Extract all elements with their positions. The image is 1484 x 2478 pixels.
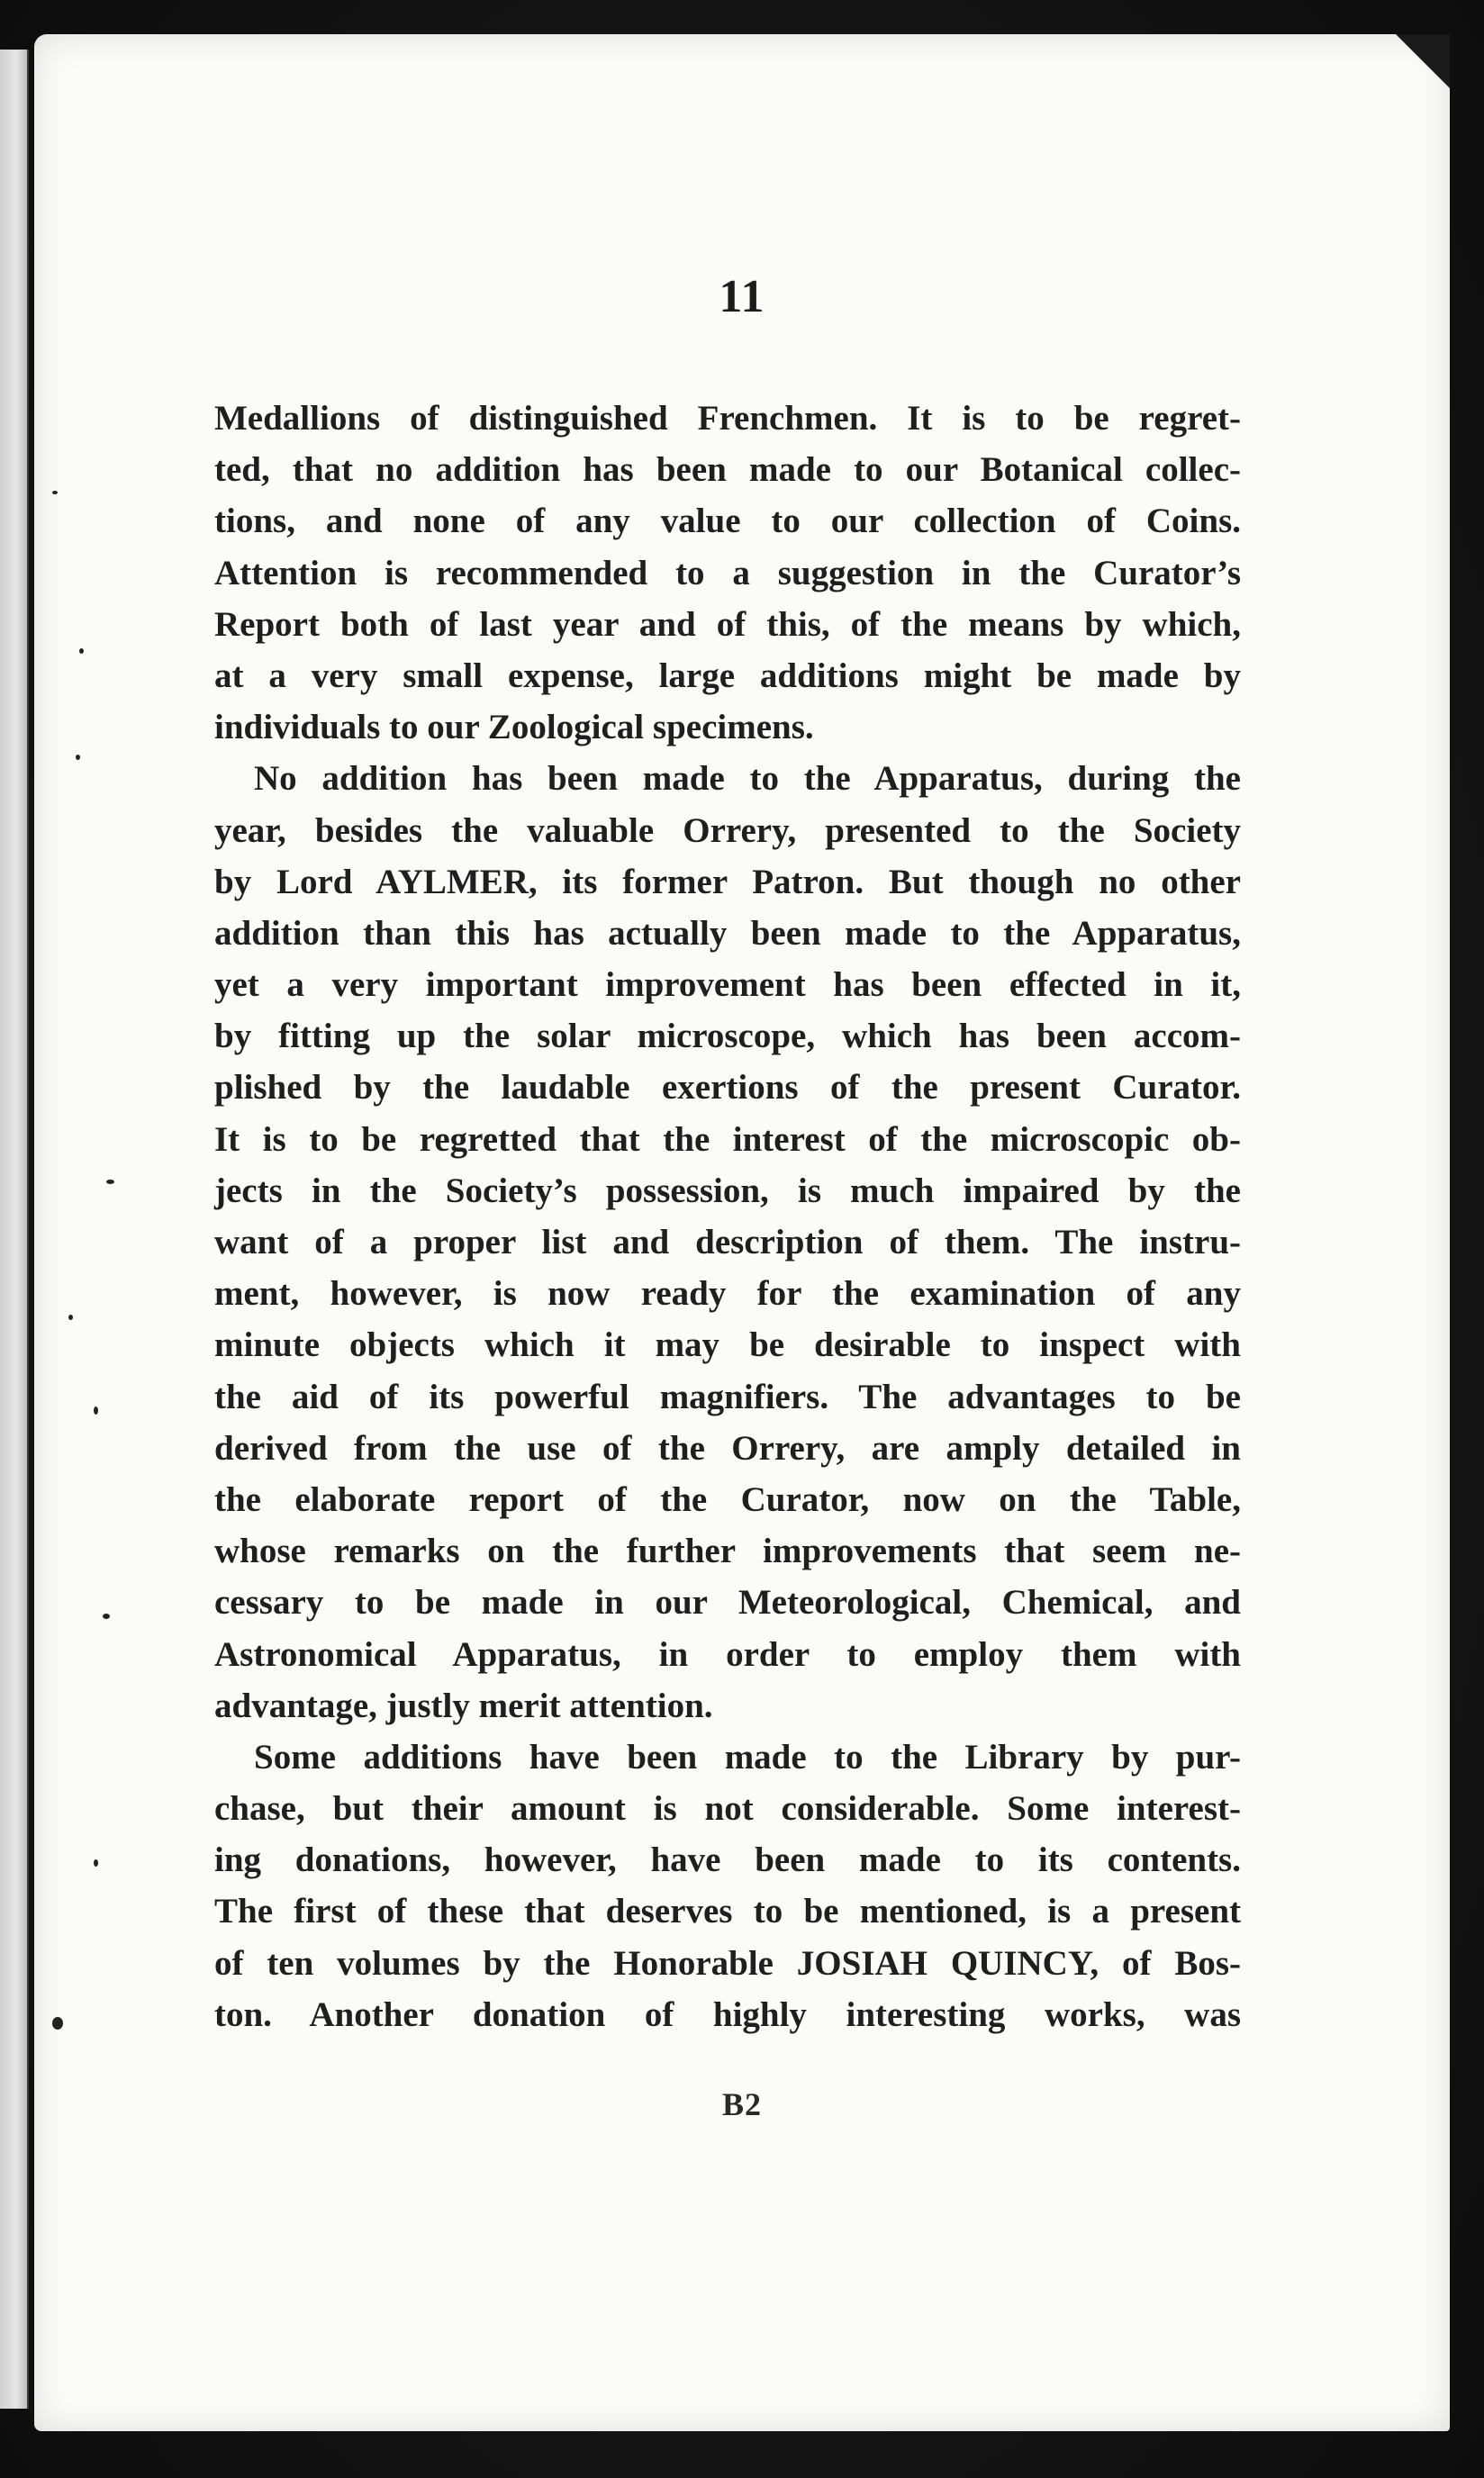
scan-speck (94, 1406, 98, 1415)
text-line: jects in the Society’s possession, is much impaired by the (214, 1171, 1241, 1210)
scan-speck (103, 1614, 110, 1619)
text-line: No addition has been made to the Apparatus, during the (254, 759, 1241, 799)
folded-corner (1396, 34, 1450, 88)
text-line: derived from the use of the Orrery, are amply detailed in (214, 1428, 1241, 1468)
text-line: The first of these that deserves to be mentioned, is a present (214, 1892, 1241, 1931)
scan-speck (52, 2017, 63, 2030)
text-line: chase, but their amount is not considerable. Some interest- (214, 1789, 1241, 1829)
text-line: Astronomical Apparatus, in order to employ them with (214, 1634, 1241, 1674)
body-text (214, 393, 1241, 2040)
text-line: yet a very important improvement has been effected in it, (214, 965, 1241, 1005)
text-line: ted, that no addition has been made to our Botanical collec- (214, 450, 1241, 490)
page-number: 11 (719, 271, 765, 322)
scan-speck (52, 491, 58, 494)
text-line: ton. Another donation of highly interesting works, was (214, 1994, 1241, 2034)
text-line: Attention is recommended to a suggestion in the Curator’s (214, 553, 1241, 592)
text-line: at a very small expense, large additions might be made by (214, 656, 1241, 695)
scan-speck (76, 755, 80, 760)
text-line: Medallions of distinguished Frenchmen. It is to be regret- (214, 399, 1241, 438)
text-line: advantage, justly merit attention. (214, 1686, 713, 1725)
adjacent-page-edge (0, 50, 29, 2409)
scan-speck (106, 1180, 114, 1184)
text-line: tions, and none of any value to our collection of Coins. (214, 502, 1241, 541)
text-line: of ten volumes by the Honorable JOSIAH QUINCY, of Bos- (214, 1943, 1241, 1983)
signature-mark: B2 (721, 2086, 762, 2122)
scan-speck (79, 648, 84, 654)
text-line: the aid of its powerful magnifiers. The advantages to be (214, 1377, 1241, 1416)
text-line: addition than this has actually been made to the Apparatus, (214, 913, 1241, 953)
text-line: Some additions have been made to the Library by pur- (254, 1737, 1241, 1777)
text-line: plished by the laudable exertions of the present Curator. (214, 1068, 1241, 1108)
text-line: want of a proper list and description of them. The instru- (214, 1223, 1241, 1262)
text-line: Report both of last year and of this, of the means by which, (214, 604, 1241, 644)
text-line: minute objects which it may be desirable to inspect with (214, 1325, 1241, 1365)
text-line: cessary to be made in our Meteorological, Chemical, and (214, 1583, 1241, 1623)
text-line: It is to be regretted that the interest of the microscopic ob- (214, 1119, 1241, 1159)
text-line: individuals to our Zoological specimens. (214, 708, 814, 747)
scan-speck (68, 1315, 73, 1320)
text-line: by Lord AYLMER, its former Patron. But though no other (214, 862, 1241, 901)
text-line: the elaborate report of the Curator, now on the Table, (214, 1479, 1241, 1519)
text-line: year, besides the valuable Orrery, presented to the Society (214, 810, 1241, 850)
text-line: whose remarks on the further improvements that seem ne- (214, 1532, 1241, 1571)
text-line: ing donations, however, have been made to its contents. (214, 1840, 1241, 1880)
scan-speck (94, 1859, 98, 1867)
text-line: by fitting up the solar microscope, which has been accom- (214, 1017, 1241, 1056)
text-line: ment, however, is now ready for the examination of any (214, 1274, 1241, 1314)
book-page (34, 34, 1450, 2431)
